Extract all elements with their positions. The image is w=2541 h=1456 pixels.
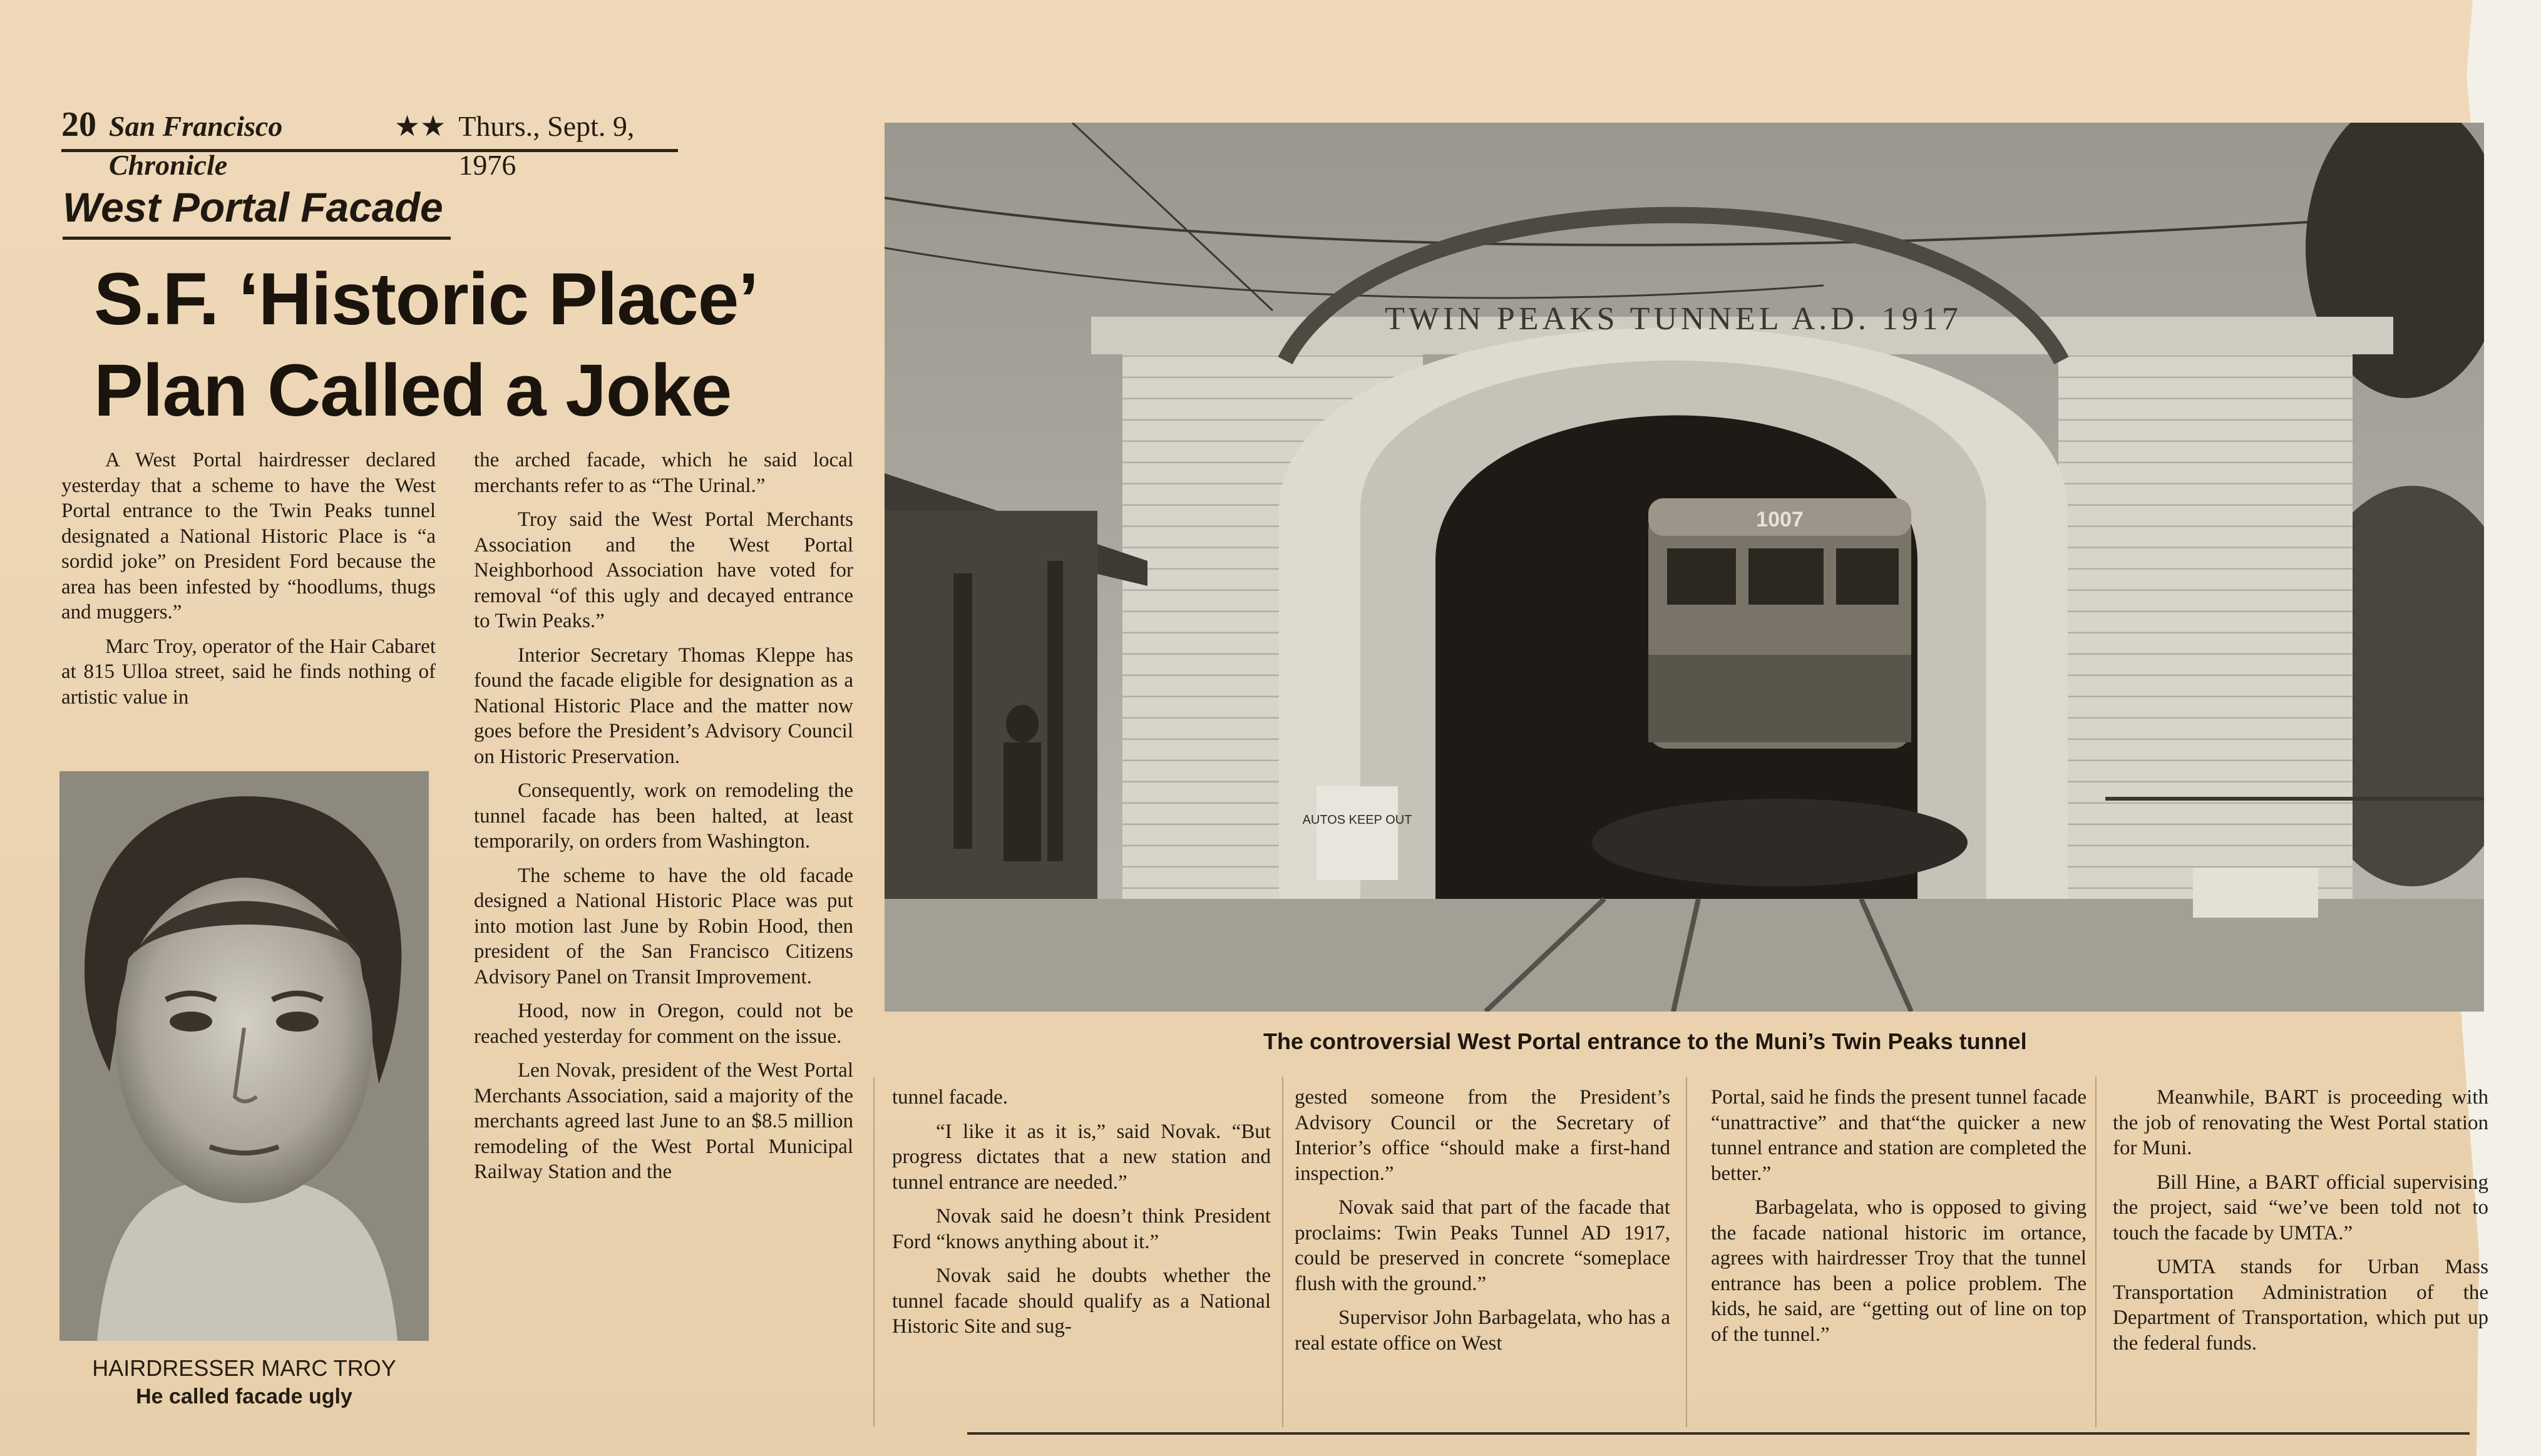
tunnel-photo-caption: The controversial West Portal entrance to the Muni’s Twin Peaks tunnel — [1263, 1028, 2027, 1054]
tunnel-inscription: TWIN PEAKS TUNNEL A.D. 1917 — [1385, 301, 1962, 337]
streetcar-number: 1007 — [1756, 508, 1804, 531]
newspaper-name: San Francisco Chronicle — [109, 110, 283, 181]
paragraph: Troy said the West Portal Merchants Association and the West Portal Neighborhood Association have voted for removal “of this ugly and decayed entrance to Twin Peaks.” — [474, 508, 853, 632]
portrait-caption-quote: He called facade ugly — [136, 1385, 352, 1408]
article-column-1 — [61, 448, 436, 719]
bottom-rule — [967, 1432, 2470, 1435]
paragraph: tunnel facade. — [892, 1086, 1009, 1109]
headline-line-2: Plan Called a Joke — [94, 349, 732, 432]
article-column-2 — [474, 448, 853, 1194]
column-rule — [1282, 1077, 1283, 1427]
paragraph: Meanwhile, BART is proceeding with the job of renovating the West Portal station for Muni. — [2113, 1086, 2488, 1159]
article-column-3 — [892, 1085, 1271, 1348]
paragraph: Len Novak, president of the West Portal Merchants Association, said a majority of the merchants agreed last June to an $8.5 million remodeling of the West Portal Municipal Railway Station and the — [474, 1059, 853, 1183]
portrait-photo-marc-troy — [59, 771, 429, 1341]
paragraph: Supervisor John Barbagelata, who has a real estate office on West — [1295, 1306, 1670, 1355]
paragraph: Interior Secretary Thomas Kleppe has found the facade eligible for designation as a National Historic Place and the matter now goes before the President’s Advisory Council on Historic Preservation. — [474, 643, 853, 768]
paragraph: UMTA stands for Urban Mass Transportation Administration of the Department of Transportation, which put up the federal funds. — [2113, 1256, 2488, 1355]
page-number: 20 — [61, 105, 96, 144]
paragraph: The scheme to have the old facade designed a National Historic Place was put into motion last June by Robin Hood, then president of the San Francisco Citizens Advisory Panel on Transit Improvement. — [474, 864, 853, 988]
paragraph: Barbagelata, who is opposed to giving the facade national historic im ortance, agrees with hairdresser Troy that the tunnel entrance has been a police problem. The kids, he said, are “getting out of line on top of the tunnel.” — [1711, 1196, 2087, 1346]
issue-date: Thurs., Sept. 9, 1976 — [458, 110, 635, 181]
paragraph: Novak said he doubts whether the tunnel facade should qualify as a National Historic Site and sug- — [892, 1264, 1271, 1338]
portrait-caption-name: HAIRDRESSER MARC TROY — [92, 1355, 396, 1381]
paragraph: Novak said that part of the facade that proclaims: Twin Peaks Tunnel AD 1917, could be preserved in concrete “someplace flush with the ground.” — [1295, 1196, 1670, 1295]
paragraph: Consequently, work on remodeling the tunnel facade has been halted, at least temporarily, on orders from Washington. — [474, 779, 853, 853]
paragraph: Bill Hine, a BART official supervising the project, said “we’ve been told not to touch the facade by UMTA.” — [2113, 1171, 2488, 1244]
article-column-6 — [2113, 1085, 2488, 1365]
paragraph: gested someone from the President’s Advisory Council or the Secretary of Interior’s office “should make a first-hand inspection.” — [1295, 1086, 1670, 1185]
column-rule — [873, 1077, 875, 1427]
page-header — [61, 105, 678, 181]
article-column-5 — [1711, 1085, 2087, 1356]
column-rule — [2095, 1077, 2097, 1427]
tunnel-illustration — [885, 123, 2484, 1012]
paragraph: Novak said he doesn’t think President Ford “knows anything about it.” — [892, 1205, 1271, 1253]
paragraph: Portal, said he finds the present tunnel facade “unattractive” and that“the quicker a new tunnel entrance and station are completed the better.” — [1711, 1086, 2087, 1185]
paragraph: the arched facade, which he said local merchants refer to as “The Urinal.” — [474, 449, 853, 497]
tunnel-photo — [885, 123, 2484, 1012]
kicker: West Portal Facade — [63, 180, 451, 240]
article-column-4 — [1295, 1085, 1670, 1365]
paragraph: “I like it as it is,” said Novak. “But progress dictates that a new station and tunnel entrance are needed.” — [892, 1120, 1271, 1194]
portrait-illustration — [59, 771, 429, 1341]
headline-line-1: S.F. ‘Historic Place’ — [94, 258, 759, 341]
paragraph: Hood, now in Oregon, could not be reached yesterday for comment on the issue. — [474, 1000, 853, 1048]
masthead-stars: ★★ — [394, 110, 446, 142]
paragraph: Marc Troy, operator of the Hair Cabaret at 815 Ulloa street, said he finds nothing of artistic value in — [61, 635, 436, 709]
headline — [94, 254, 883, 436]
sign-text: AUTOS KEEP OUT — [1302, 813, 1412, 827]
column-rule — [1686, 1077, 1687, 1427]
paragraph: A West Portal hairdresser declared yesterday that a scheme to have the West Portal entrance to the Twin Peaks tunnel designated a National Historic Place is “a sordid joke” on President Ford because the area has been infested by “hoodlums, thugs and muggers.” — [61, 449, 436, 623]
